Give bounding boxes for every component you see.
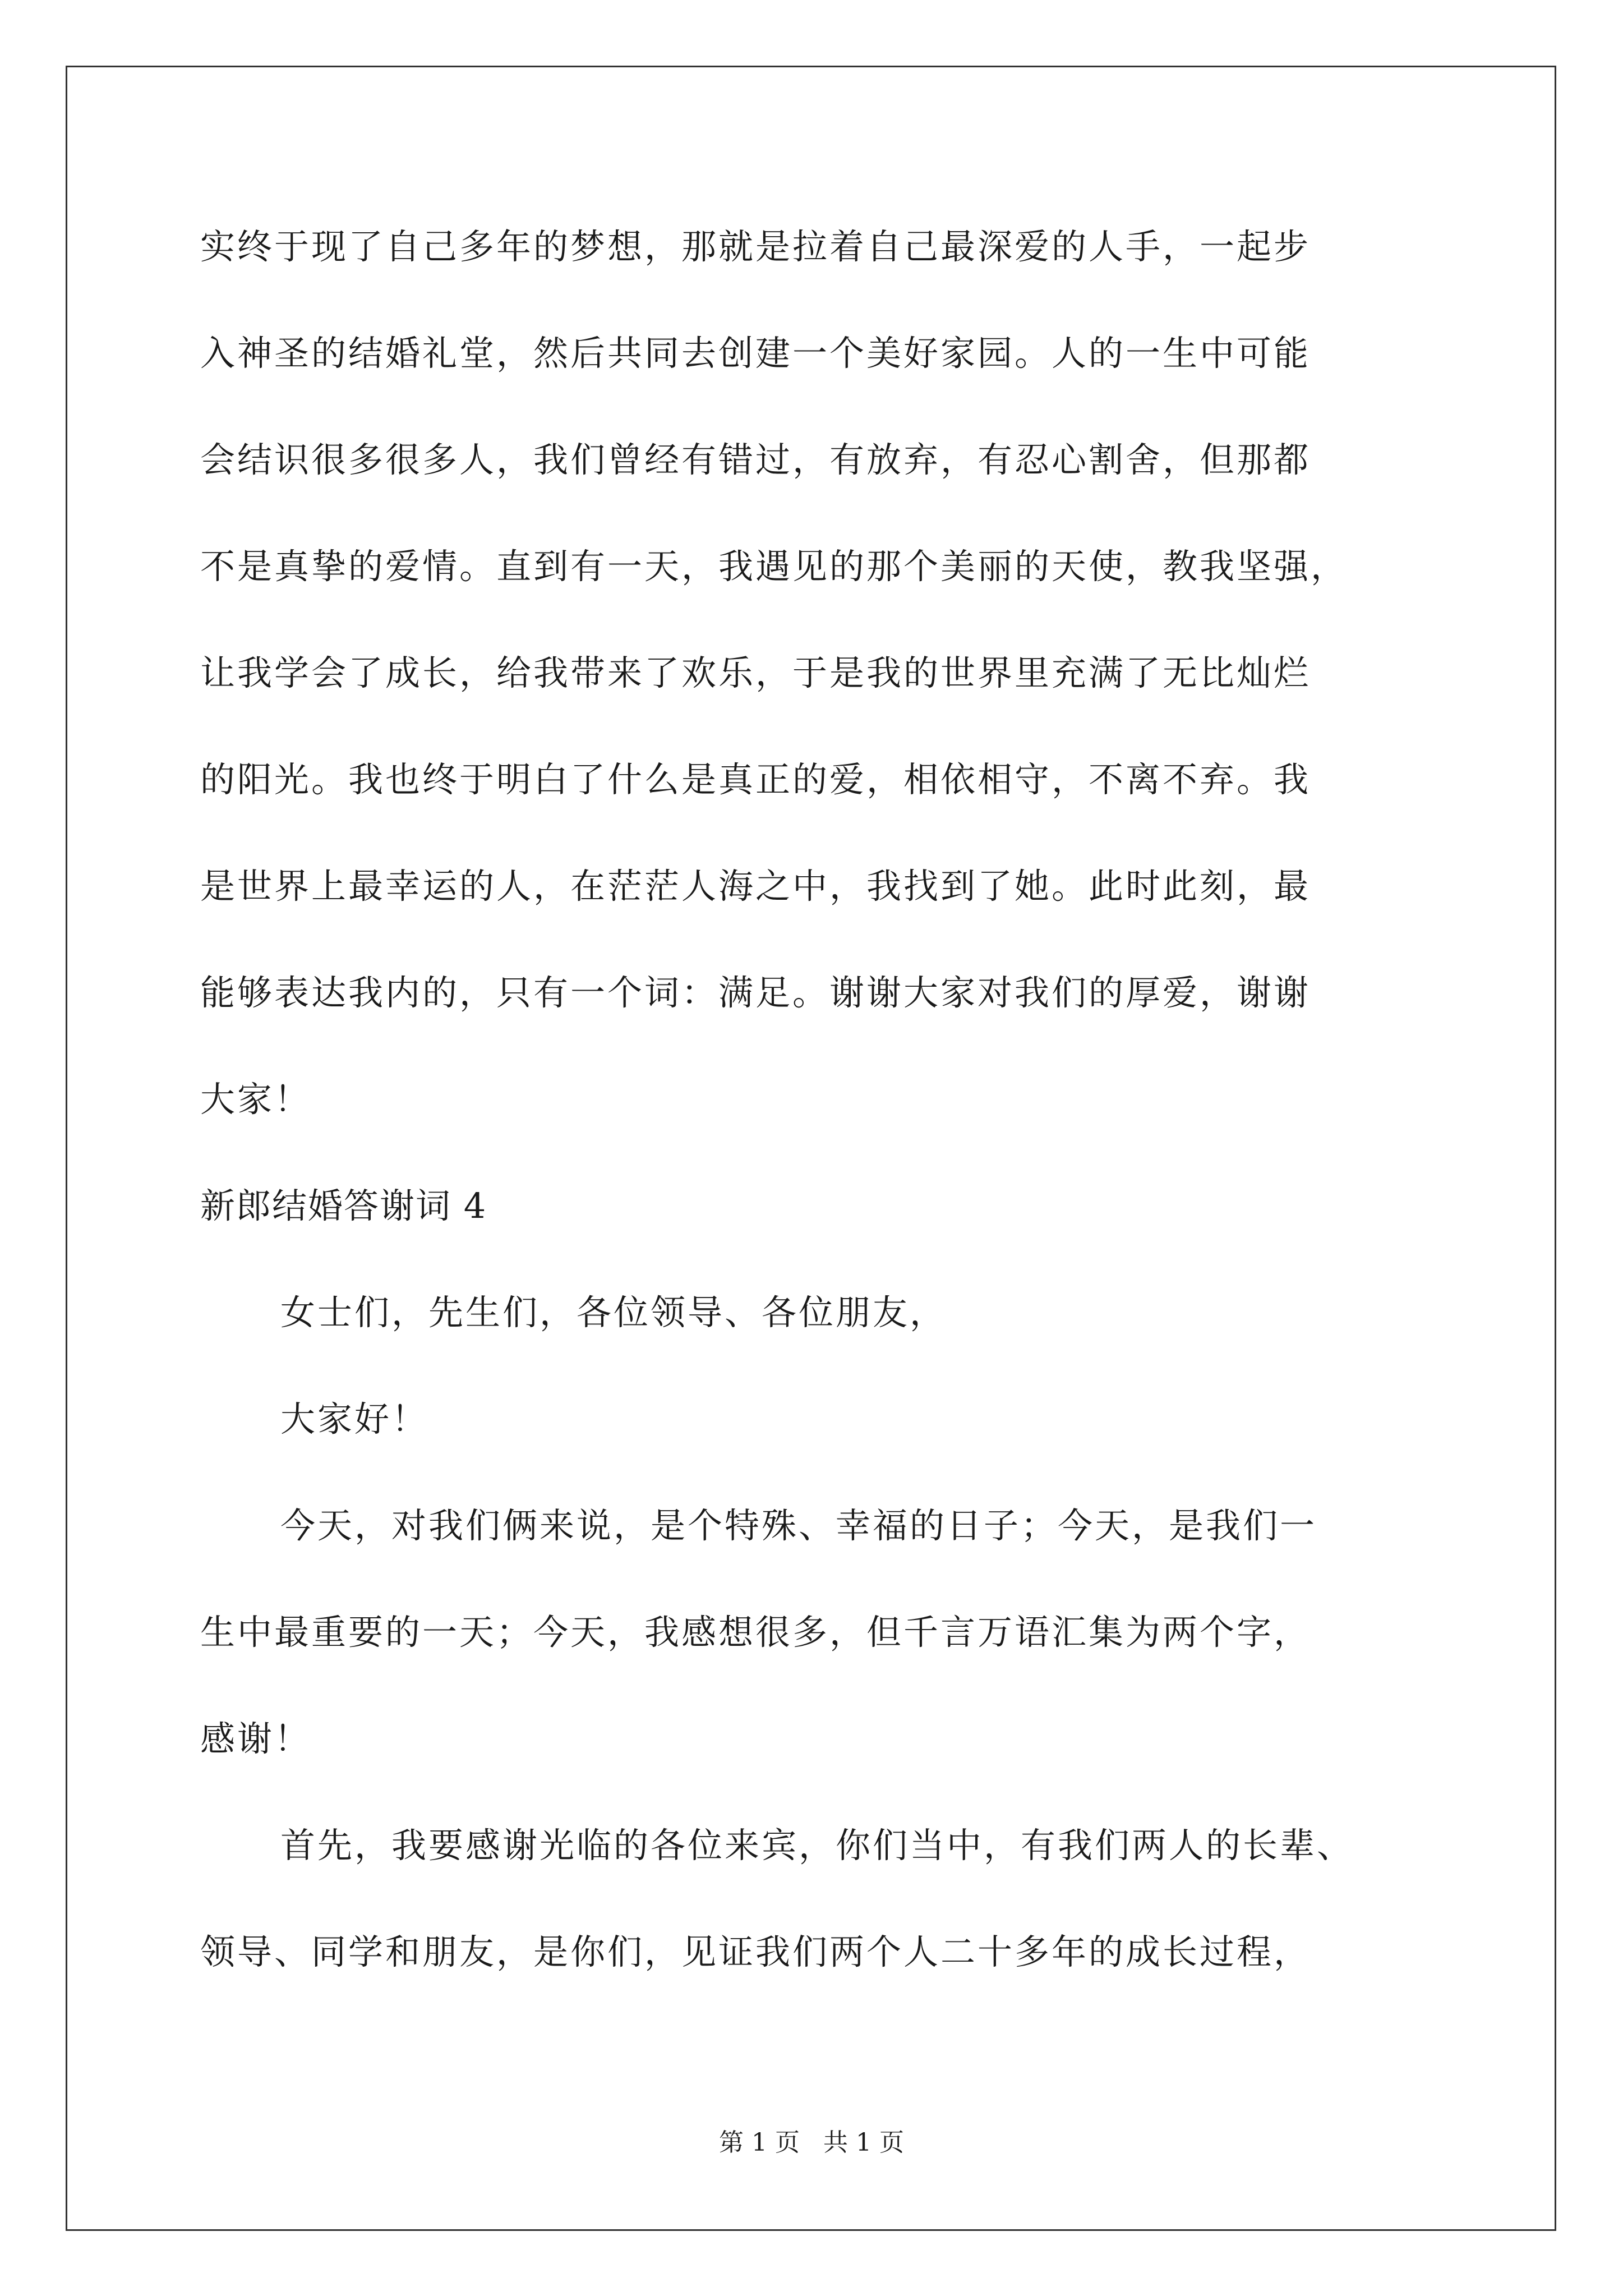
- section-title: 新郎结婚答谢词 4: [200, 1185, 487, 1226]
- greeting-line: 大家好！: [280, 1398, 429, 1439]
- body-line-4: 不是真挚的爱情。直到有一天，我遇见的那个美丽的天使，教我坚强，: [200, 546, 1348, 587]
- body-line-2: 入神圣的结婚礼堂，然后共同去创建一个美好家园。人的一生中可能: [200, 333, 1311, 374]
- body-line-3: 会结识很多很多人，我们曾经有错过，有放弃，有忍心割舍，但那都: [200, 439, 1311, 480]
- body-line-7: 是世界上最幸运的人，在茫茫人海之中，我找到了她。此时此刻，最: [200, 866, 1311, 907]
- salutation-line: 女士们，先生们，各位领导、各位朋友，: [280, 1292, 947, 1333]
- paragraph-2-line-1: 首先，我要感谢光临的各位来宾，你们当中，有我们两人的长辈、: [280, 1825, 1354, 1866]
- body-line-5: 让我学会了成长，给我带来了欢乐，于是我的世界里充满了无比灿烂: [200, 652, 1311, 693]
- body-line-6: 的阳光。我也终于明白了什么是真正的爱，相依相守，不离不弃。我: [200, 759, 1311, 800]
- body-line-1: 实终于现了自己多年的梦想，那就是拉着自己最深爱的人手，一起步: [200, 226, 1311, 267]
- page-footer: 第 1 页 共 1 页: [719, 2128, 904, 2157]
- paragraph-1-line-3: 感谢！: [200, 1718, 312, 1759]
- paragraph-1-line-1: 今天，对我们俩来说，是个特殊、幸福的日子；今天，是我们一: [280, 1505, 1317, 1546]
- body-line-8: 能够表达我内的，只有一个词：满足。谢谢大家对我们的厚爱，谢谢: [200, 972, 1311, 1013]
- page-border: [66, 66, 1556, 2231]
- body-line-9: 大家！: [200, 1079, 312, 1120]
- paragraph-1-line-2: 生中最重要的一天；今天，我感想很多，但千言万语汇集为两个字，: [200, 1612, 1311, 1653]
- paragraph-2-line-2: 领导、同学和朋友，是你们，见证我们两个人二十多年的成长过程，: [200, 1931, 1311, 1972]
